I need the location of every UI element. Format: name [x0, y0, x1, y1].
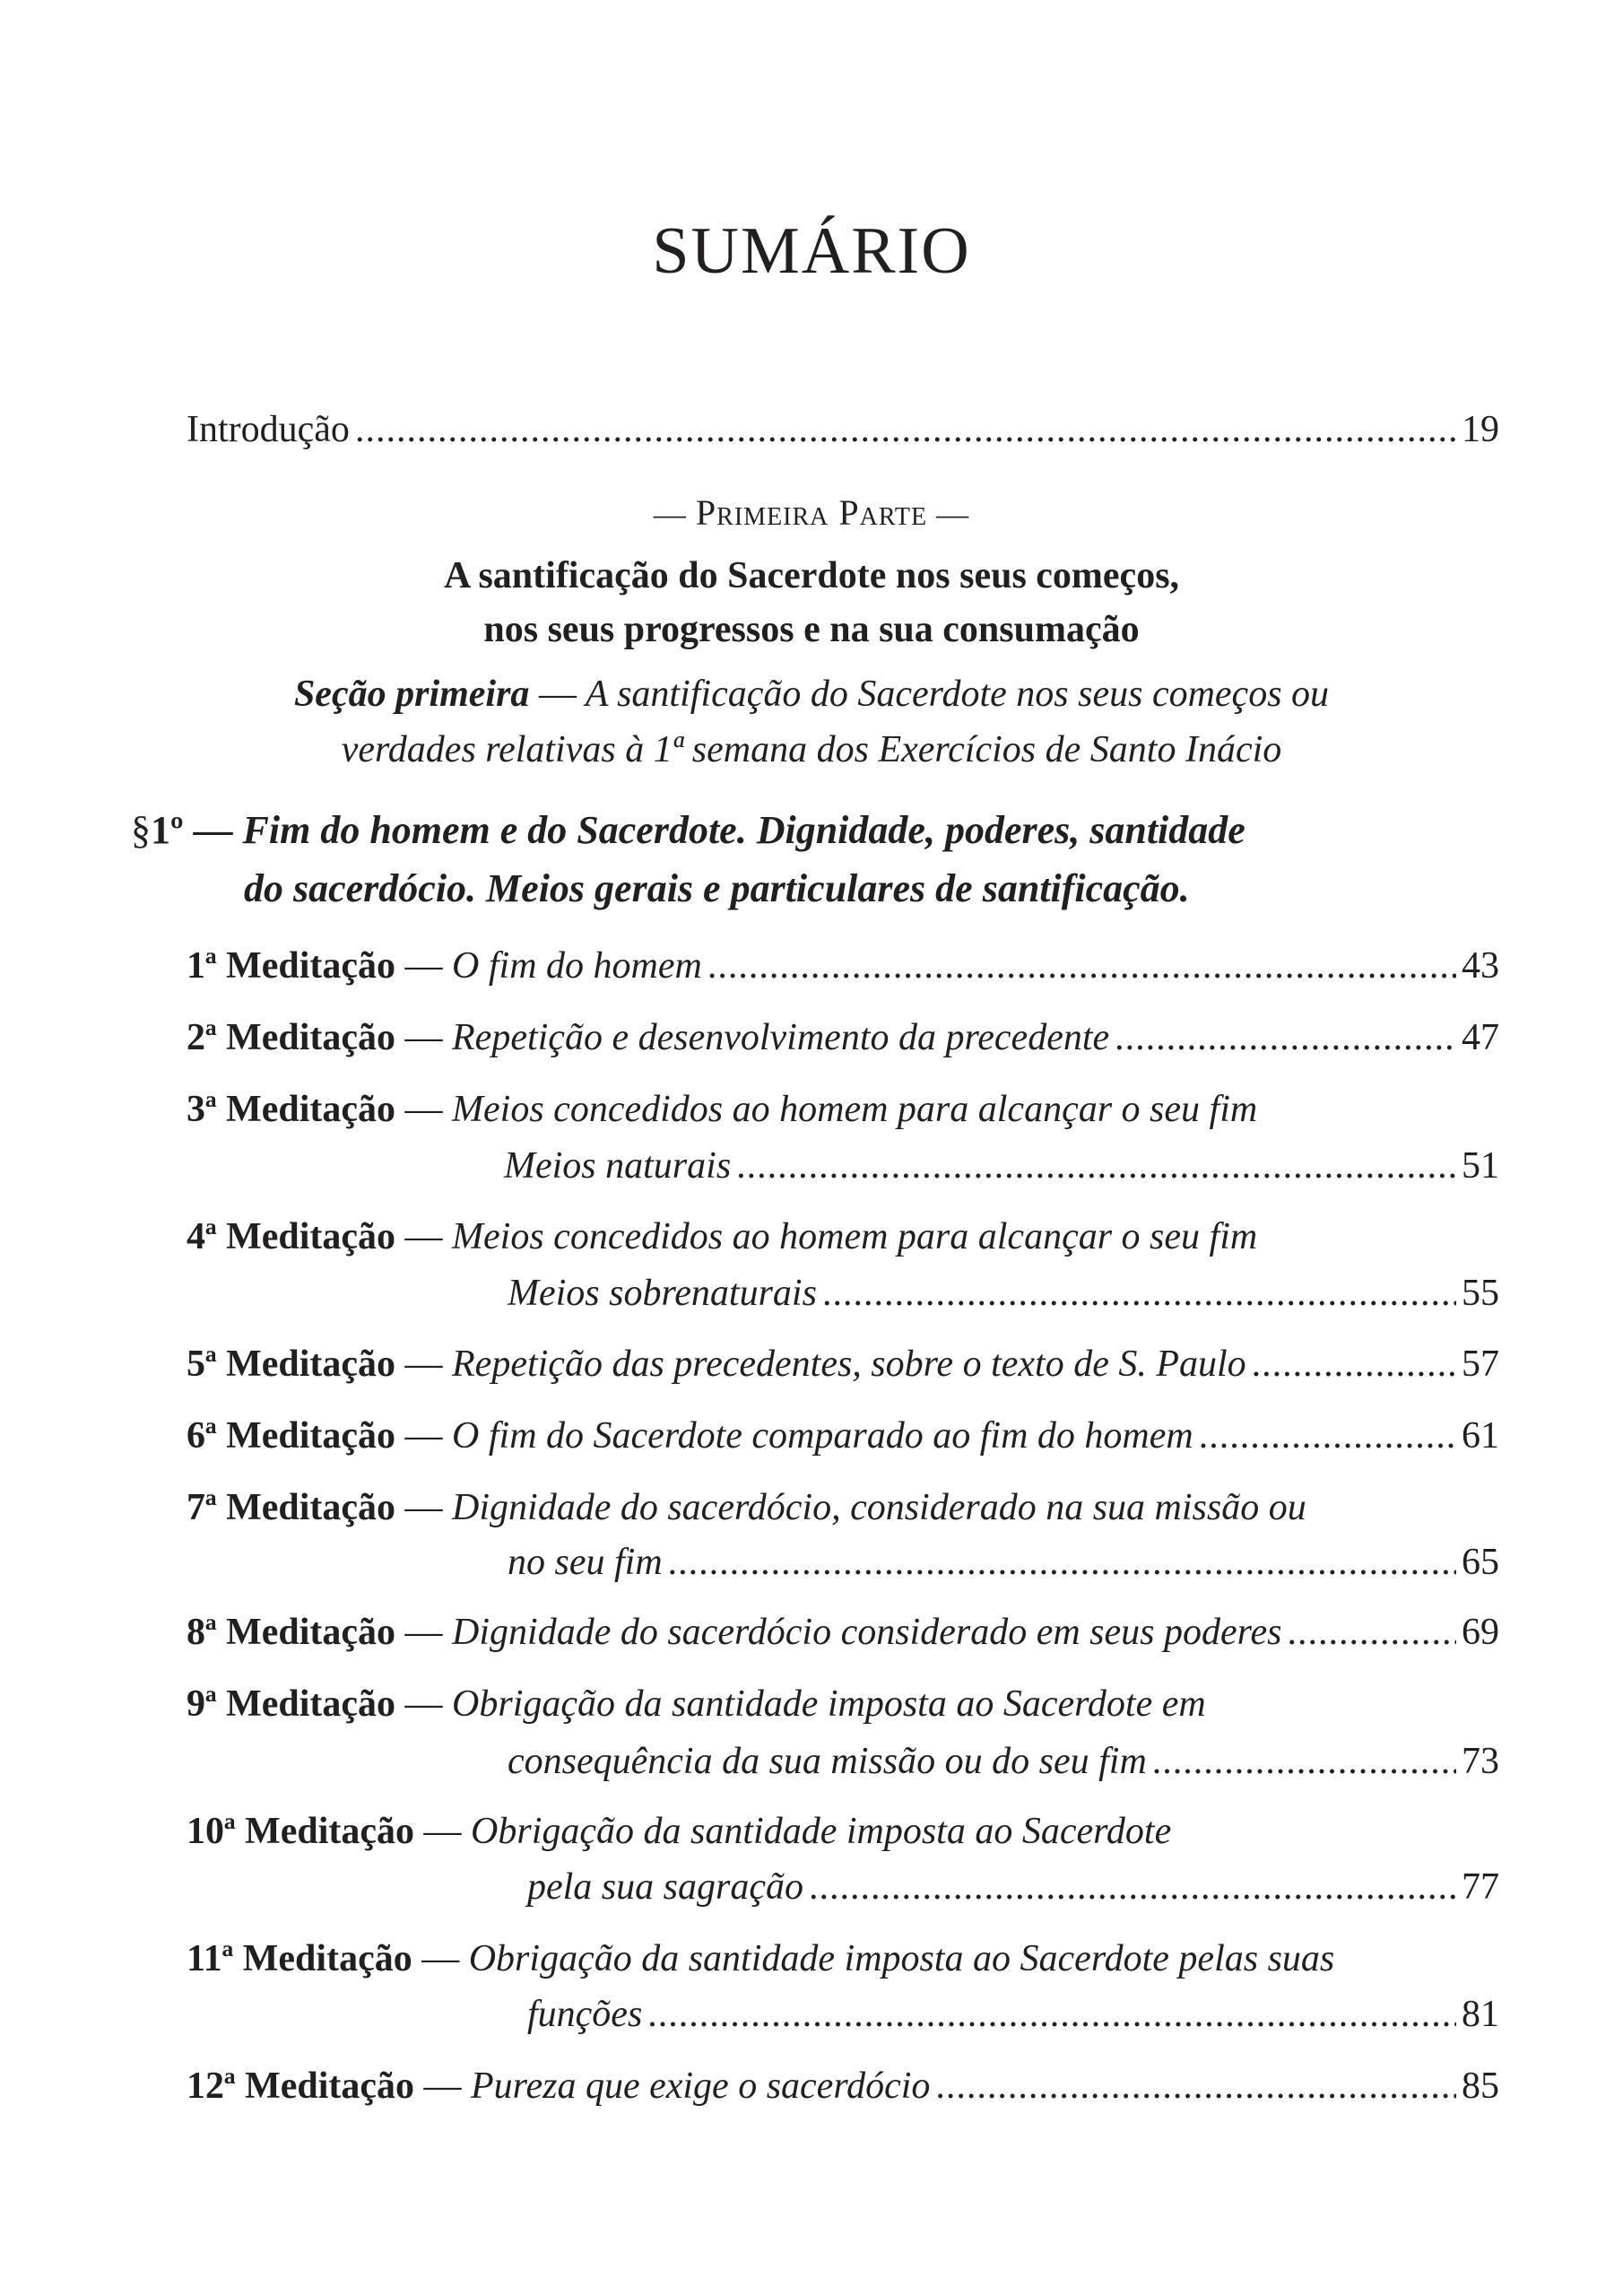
dot-leader [809, 1866, 1456, 1909]
toc-entry-meditation-10-continued[interactable] [527, 1866, 1499, 1909]
toc-entry-meditation-7[interactable] [187, 1486, 1306, 1529]
toc-entry-meditation-10[interactable] [187, 1810, 1171, 1853]
meditation-dash: — [421, 1938, 460, 1979]
meditation-label: 7ª Meditação [187, 1487, 396, 1528]
toc-entry-meditation-7-continued[interactable] [508, 1541, 1499, 1584]
meditation-title: Pureza que exige o sacerdócio [471, 2066, 931, 2107]
toc-entry-meditation-9-continued[interactable] [508, 1740, 1499, 1783]
page-number: 43 [1462, 945, 1499, 987]
toc-entry-meditation-2[interactable] [187, 1016, 1499, 1059]
meditation-label: 9ª Meditação [187, 1683, 396, 1725]
meditation-title: Dignidade do sacerdócio, considerado na sua missão ou [452, 1487, 1306, 1528]
toc-entry-meditation-4[interactable] [187, 1215, 1257, 1258]
toc-entry-meditation-4-continued[interactable] [508, 1272, 1499, 1315]
paragraph-title: Fim do homem e do Sacerdote. Dignidade, poderes, santidade [242, 808, 1245, 852]
meditation-dash: — [404, 1344, 443, 1385]
dot-leader [935, 2065, 1456, 2108]
toc-entry-meditation-9[interactable] [187, 1683, 1206, 1726]
meditation-label: 4ª Meditação [187, 1216, 396, 1257]
section-title: A santificação do Sacerdote nos seus começos ou [585, 674, 1330, 715]
meditation-dash: — [423, 1811, 462, 1852]
meditation-dash: — [404, 945, 443, 987]
section-symbol: § [131, 808, 151, 852]
page-number: 19 [1462, 409, 1499, 450]
meditation-label: 10ª Meditação [187, 1811, 415, 1852]
page-number: 69 [1462, 1612, 1499, 1653]
meditation-title: Dignidade do sacerdócio considerado em seus poderes [452, 1612, 1282, 1653]
meditation-dash: — [404, 1089, 443, 1130]
toc-entry-introduction[interactable] [187, 408, 1499, 451]
meditation-dash: — [404, 1683, 443, 1725]
section-dash: — [538, 674, 577, 715]
meditation-label: 2ª Meditação [187, 1017, 396, 1058]
page-number: 61 [1462, 1415, 1499, 1457]
page-number: 81 [1462, 1994, 1499, 2035]
meditation-title: O fim do homem [452, 945, 702, 987]
dot-leader [1287, 1611, 1456, 1654]
page-number: 65 [1462, 1542, 1499, 1583]
toc-entry-meditation-1[interactable] [187, 944, 1499, 987]
meditation-title: Obrigação da santidade imposta ao Sacerdote pelas suas [468, 1938, 1335, 1979]
dot-leader [1252, 1343, 1456, 1386]
meditation-label: 8ª Meditação [187, 1612, 396, 1653]
part-label [0, 491, 1623, 534]
dot-leader [1152, 1740, 1456, 1783]
meditation-title: Meios concedidos ao homem para alcançar o seu fim [452, 1216, 1258, 1257]
meditation-dash: — [404, 1612, 443, 1653]
page-number: 73 [1462, 1741, 1499, 1782]
meditation-dash: — [404, 1487, 443, 1528]
toc-entry-meditation-3[interactable] [187, 1088, 1257, 1131]
paragraph-dash: — [193, 808, 233, 852]
meditation-label: 11ª Meditação [187, 1938, 412, 1979]
dot-leader [707, 944, 1456, 987]
meditation-dash: — [423, 2066, 462, 2107]
dot-leader [355, 408, 1456, 451]
dot-leader [1199, 1414, 1456, 1457]
meditation-label: 12ª Meditação [187, 2066, 415, 2107]
dot-leader [647, 1993, 1456, 2036]
section-line-1 [0, 667, 1623, 721]
meditation-subtitle: funções [527, 1994, 643, 2035]
page-number: 77 [1462, 1866, 1499, 1908]
meditation-label: 1ª Meditação [187, 945, 396, 987]
toc-entry-meditation-11[interactable] [187, 1937, 1334, 1980]
meditation-title: Repetição das precedentes, sobre o texto de S. Paulo [452, 1344, 1246, 1385]
page-number: 47 [1462, 1017, 1499, 1058]
meditation-title: Meios concedidos ao homem para alcançar o seu fim [452, 1089, 1258, 1130]
part-dash-right: — [936, 496, 970, 532]
meditation-title: Repetição e desenvolvimento da precedente [452, 1017, 1110, 1058]
meditation-subtitle: consequência da sua missão ou do seu fim [508, 1741, 1147, 1782]
toc-entry-meditation-5[interactable] [187, 1343, 1499, 1386]
part-heading-line-2: nos seus progressos e na sua consumação [483, 609, 1140, 650]
toc-entry-meditation-8[interactable] [187, 1611, 1499, 1654]
toc-entry-meditation-12[interactable] [187, 2065, 1499, 2108]
section-line-2: verdades relativas à 1ª semana dos Exercícios de Santo Inácio [341, 729, 1282, 770]
meditation-title: O fim do Sacerdote comparado ao fim do homem [452, 1415, 1193, 1457]
meditation-subtitle: no seu fim [508, 1542, 663, 1583]
paragraph-number: 1º [151, 808, 184, 852]
part-dash-left: — [653, 496, 687, 532]
page-number: 85 [1462, 2066, 1499, 2107]
page-number: 51 [1462, 1145, 1499, 1187]
meditation-title: Obrigação da santidade imposta ao Sacerdote [471, 1811, 1172, 1852]
meditation-label: 3ª Meditação [187, 1089, 396, 1130]
toc-entry-meditation-11-continued[interactable] [527, 1993, 1499, 2036]
meditation-dash: — [404, 1017, 443, 1058]
part-name: Primeira Parte [695, 492, 928, 533]
meditation-subtitle: pela sua sagração [527, 1866, 803, 1908]
dot-leader [736, 1144, 1456, 1187]
part-heading-line-1: A santificação do Sacerdote nos seus começos, [443, 555, 1180, 596]
paragraph-heading-line-1 [131, 801, 1245, 860]
section-label: Seção primeira [293, 674, 530, 715]
page-number: 55 [1462, 1273, 1499, 1314]
meditation-dash: — [404, 1216, 443, 1257]
paragraph-heading-line-2: do sacerdócio. Meios gerais e particulares de santificação. [244, 866, 1190, 910]
page-number: 57 [1462, 1344, 1499, 1385]
toc-entry-label: Introdução [187, 409, 350, 450]
meditation-dash: — [404, 1415, 443, 1457]
meditation-subtitle: Meios sobrenaturais [508, 1273, 817, 1314]
toc-entry-meditation-3-continued[interactable] [504, 1144, 1499, 1187]
meditation-label: 6ª Meditação [187, 1415, 396, 1457]
toc-entry-meditation-6[interactable] [187, 1414, 1499, 1457]
dot-leader [668, 1541, 1456, 1584]
meditation-label: 5ª Meditação [187, 1344, 396, 1385]
meditation-subtitle: Meios naturais [504, 1145, 732, 1187]
page-title: SUMÁRIO [652, 214, 971, 288]
meditation-title: Obrigação da santidade imposta ao Sacerdote em [452, 1683, 1206, 1725]
dot-leader [1115, 1016, 1456, 1059]
dot-leader [822, 1272, 1456, 1315]
